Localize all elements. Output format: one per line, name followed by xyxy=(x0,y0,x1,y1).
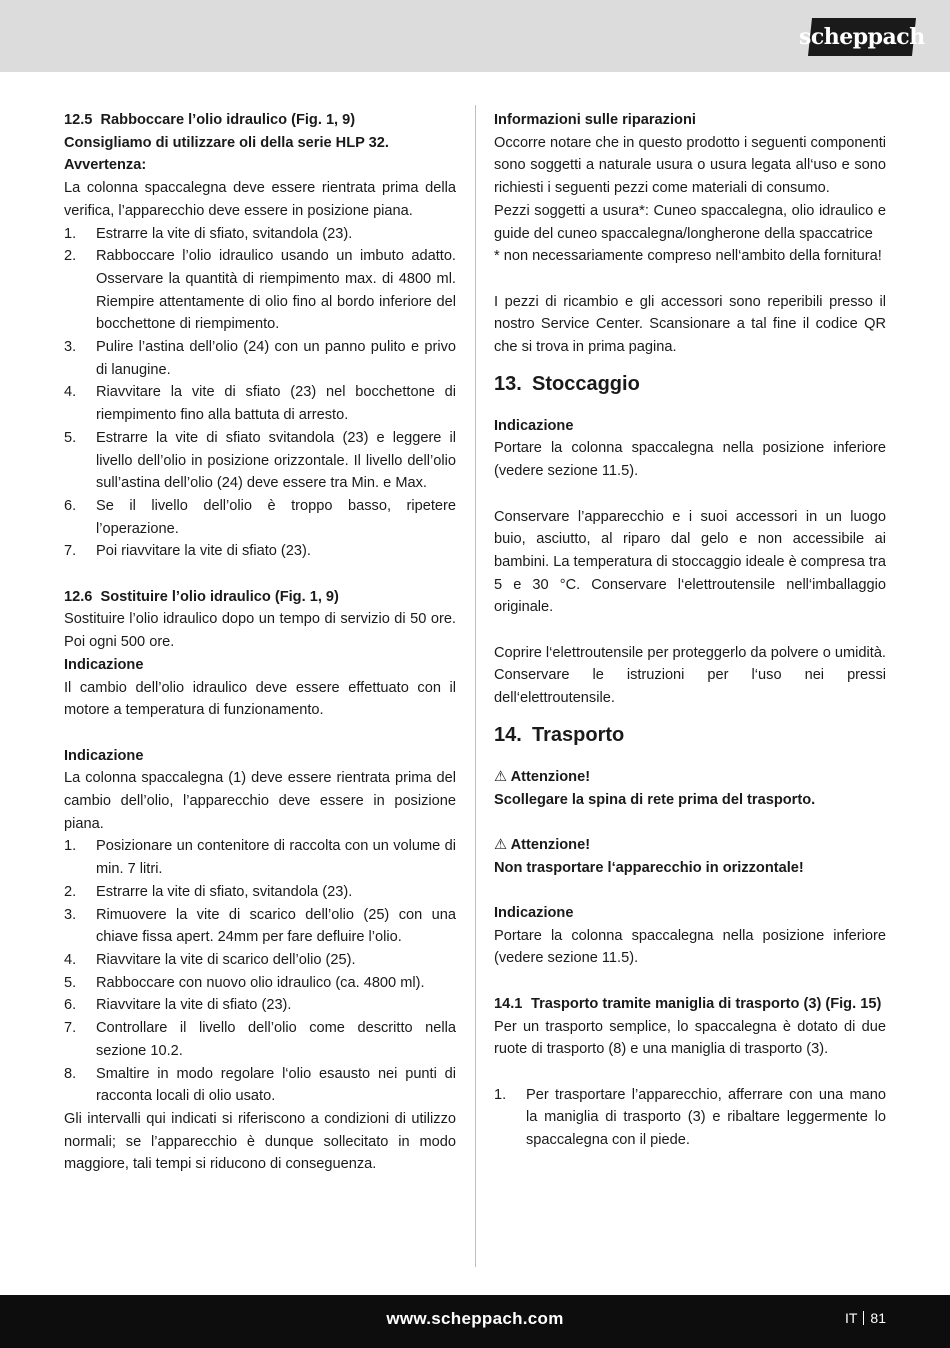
note-text: La colonna spaccalegna (1) deve essere rientrata prima del cambio dell’olio, l’apparecchio deve essere in posizione piana. xyxy=(64,770,456,832)
list-item: 1. Posizionare un contenitore di raccolta con un volume di min. 7 litri. xyxy=(64,838,456,878)
list-item: 1. Per trasportare l’apparecchio, afferrare con una mano la maniglia di trasporto (3) e ribaltare leggermente lo spaccalegna con il piede. xyxy=(494,1086,886,1149)
oil-change-steps-list xyxy=(64,835,456,1107)
note-label: Indicazione xyxy=(494,905,574,922)
list-item: 1. Estrarre la vite di sfiato, svitandola (23). xyxy=(64,225,353,242)
wear-parts-text: Pezzi soggetti a usura*: Cuneo spaccalegna, olio idraulico e guide del cuneo spaccalegna/longherone della spaccatrice xyxy=(494,202,886,242)
page-number: 81 xyxy=(870,1310,886,1326)
section-14-heading: 14. Trasporto xyxy=(494,723,625,746)
storage-text: Conservare l’apparecchio e i suoi accessori in un luogo buio, asciutto, al riparo dal gelo e non accessibile ai bambini. La temperatura di stoccaggio ideale è compresa tra 5 e 30 °C. Conservare l‘elettroutensile nell‘imballaggio originale. xyxy=(494,508,886,616)
warning-label: ⚠ Attenzione! xyxy=(494,768,591,785)
warning-label: Avvertenza: xyxy=(64,157,147,174)
spare-parts-text: I pezzi di ricambio e gli accessori sono reperibili presso il nostro Service Center. Scansionare a tal fine il codice QR che si trova in prima pagina. xyxy=(494,293,886,356)
note-label: Indicazione xyxy=(64,656,144,673)
list-item: 3. Pulire l’astina dell’olio (24) con un panno pulito e privo di lanugine. xyxy=(64,339,456,378)
footer-bar xyxy=(0,1295,950,1348)
oil-recommendation: Consigliamo di utilizzare oli della serie HLP 32. xyxy=(64,134,389,151)
right-column xyxy=(494,109,886,1152)
section-12-6-heading: 12.6 Sostituire l’olio idraulico (Fig. 1, 9) xyxy=(64,588,339,605)
note-text: Il cambio dell’olio idraulico deve essere effettuato con il motore a temperatura di funzionamento. xyxy=(64,679,456,719)
list-item: 2. Estrarre la vite di sfiato, svitandola (23). xyxy=(64,883,353,900)
transport-text: Per un trasporto semplice, lo spaccalegna è dotato di due ruote di trasporto (8) e una maniglia di trasporto (3). xyxy=(494,1018,886,1058)
list-item: 2. Rabboccare l’olio idraulico usando un imbuto adatto. Osservare la quantità di riempimento max. di 4800 ml. Riempire attentamente di olio fino al bordo inferiore del bocchettone di riempimento. xyxy=(64,248,456,333)
list-item: 8. Smaltire in modo regolare l‘olio esausto nei punti di racconta locali di olio usato. xyxy=(64,1065,456,1105)
section-13-heading: 13. Stoccaggio xyxy=(494,372,640,395)
warning-text: Scollegare la spina di rete prima del trasporto. xyxy=(494,791,816,808)
warning-text: La colonna spaccalegna deve essere rientrata prima della verifica, l’apparecchio deve essere in posizione piana. xyxy=(64,180,456,219)
column-divider xyxy=(475,105,476,1267)
website-link[interactable]: www.scheppach.com xyxy=(386,1309,564,1328)
intervals-note: Gli intervalli qui indicati si riferiscono a condizioni di utilizzo normali; se l’apparecchio è dunque sollecitato in modo maggiore, tali tempi si riducono di conseguenza. xyxy=(64,1110,456,1173)
note-label: Indicazione xyxy=(494,417,574,434)
note-text: Portare la colonna spaccalegna nella posizione inferiore (vedere sezione 11.5). xyxy=(494,440,886,480)
oil-change-intro: Sostituire l’olio idraulico dopo un tempo di servizio di 50 ore. Poi ogni 500 ore. xyxy=(64,611,456,651)
list-item: 6. Se il livello dell’olio è troppo basso, ripetere l’operazione. xyxy=(64,497,456,537)
transport-steps-list xyxy=(494,1084,886,1152)
repair-info-text: Occorre notare che in questo prodotto i seguenti componenti sono soggetti a naturale usura o usura legata all‘uso e sono richiesti i seguenti pezzi come materiali di consumo. xyxy=(494,134,886,197)
repair-info-heading: Informazioni sulle riparazioni xyxy=(494,112,696,128)
section-14-1-heading: 14.1 Trasporto tramite maniglia di trasporto (3) (Fig. 15) xyxy=(494,995,882,1012)
list-item: 4. Riavvitare la vite di sfiato (23) nel bocchettone di riempimento fino alla battuta di arresto. xyxy=(64,384,456,424)
list-item: 4. Riavvitare la vite di scarico dell’olio (25). xyxy=(64,951,356,968)
list-item: 7. Controllare il livello dell’olio come descritto nella sezione 10.2. xyxy=(64,1020,456,1059)
warning-text: Non trasportare l‘apparecchio in orizzontale! xyxy=(494,859,804,876)
list-item: 3. Rimuovere la vite di scarico dell’olio (25) con una chiave fissa apert. 24mm per fare defluire l’olio. xyxy=(64,906,456,946)
storage-cover-text: Coprire l‘elettroutensile per proteggerlo da polvere o umidità. Conservare le istruzioni per l‘uso nei pressi dell‘elettroutensile. xyxy=(494,644,886,707)
warning-triangle-icon: ⚠ xyxy=(494,836,508,853)
warning-triangle-icon: ⚠ xyxy=(494,768,508,785)
page-indicator xyxy=(845,1310,886,1326)
warning-label: ⚠ Attenzione! xyxy=(494,836,591,853)
language-code: IT xyxy=(844,1310,858,1326)
brand-logo: scheppach xyxy=(808,18,916,56)
refill-steps-list xyxy=(64,223,456,564)
list-item: 7. Poi riavvitare la vite di sfiato (23). xyxy=(64,543,311,560)
list-item: 5. Rabboccare con nuovo olio idraulico (ca. 4800 ml). xyxy=(64,974,425,991)
list-item: 5. Estrarre la vite di sfiato svitandola (23) e leggere il livello dell’olio in posizione orizzontale. Il livello dell’olio sull’astina dell’olio (24) deve essere tra Min. e Max. xyxy=(64,429,456,492)
section-12-5-heading: 12.5 Rabboccare l’olio idraulico (Fig. 1, 9) xyxy=(64,112,356,128)
header-band xyxy=(0,0,950,72)
note-text: Portare la colonna spaccalegna nella posizione inferiore (vedere sezione 11.5). xyxy=(494,927,886,967)
footnote-text: * non necessariamente compreso nell‘ambito della fornitura! xyxy=(494,248,882,265)
note-label: Indicazione xyxy=(64,747,144,764)
left-column xyxy=(64,109,456,1176)
list-item: 6. Riavvitare la vite di sfiato (23). xyxy=(64,997,292,1014)
